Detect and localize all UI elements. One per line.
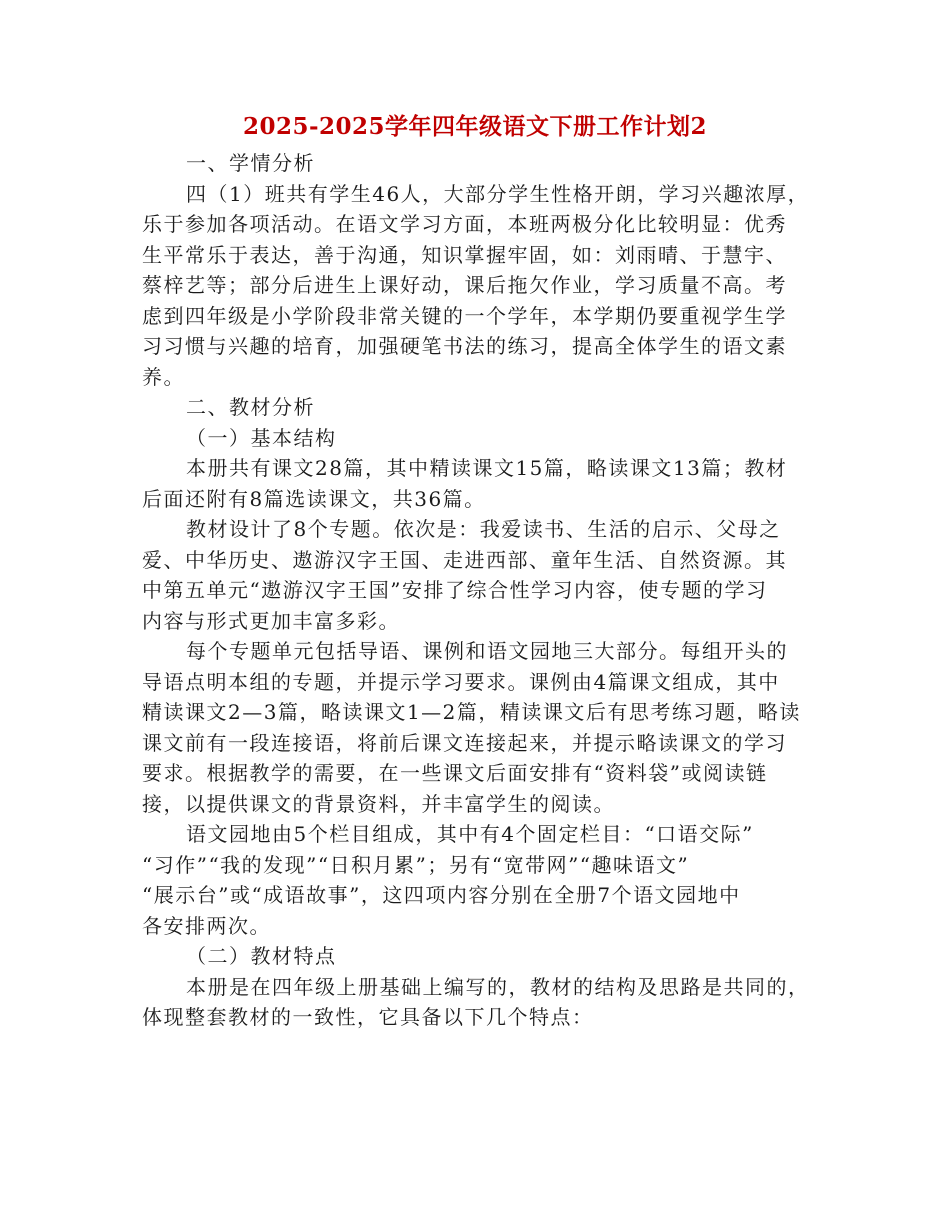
text-line: 中第五单元“遨游汉字王国”安排了综合性学习内容，使专题的学习 <box>142 578 768 602</box>
text-line: 虑到四年级是小学阶段非常关键的一个学年，本学期仍要重视学生学 <box>142 303 787 328</box>
text-line: （一）基本结构 <box>186 425 337 450</box>
text-line: 生平常乐于表达，善于沟通，知识掌握牢固，如：刘雨晴、于慧宇、 <box>142 242 787 267</box>
text-line: 接，以提供课文的背景资料，并丰富学生的阅读。 <box>142 791 615 816</box>
text-line: 二、教材分析 <box>186 395 315 419</box>
text-line: 习习惯与兴趣的培育，加强硬笔书法的练习，提高全体学生的语文素 <box>142 334 787 358</box>
text-line: 内容与形式更加丰富多彩。 <box>142 608 400 633</box>
text-line: 本册是在四年级上册基础上编写的，教材的结构及思路是共同的， <box>186 974 810 999</box>
text-line: “习作”“我的发现”“日积月累”；另有“宽带网”“趣味语文” <box>142 852 690 877</box>
text-line: 四（1）班共有学生46人，大部分学生性格开朗，学习兴趣浓厚， <box>186 181 810 206</box>
text-line: 语文园地由5个栏目组成，其中有4个固定栏目：“口语交际” <box>186 822 754 846</box>
text-line: 精读课文2—3篇，略读课文1—2篇，精读课文后有思考练习题，略读 <box>142 700 801 724</box>
text-line: 养。 <box>142 364 185 389</box>
text-line: 每个专题单元包括导语、课例和语文园地三大部分。每组开头的 <box>186 639 788 663</box>
text-line: 课文前有一段连接语，将前后课文连接起来，并提示略读课文的学习 <box>142 730 787 755</box>
text-line: 乐于参加各项活动。在语文学习方面，本班两极分化比较明显：优秀 <box>142 212 787 236</box>
text-line: 教材设计了8个专题。依次是：我爱读书、生活的启示、父母之 <box>186 517 781 541</box>
document-body <box>142 148 810 1033</box>
text-line: 爱、中华历史、遨游汉字王国、走进西部、童年生活、自然资源。其 <box>142 547 787 572</box>
text-line: 要求。根据教学的需要，在一些课文后面安排有“资料袋”或阅读链 <box>142 761 768 785</box>
text-line: 导语点明本组的专题，并提示学习要求。课例由4篇课文组成，其中 <box>142 669 780 694</box>
text-line: 一、学情分析 <box>186 151 315 175</box>
text-line: （二）教材特点 <box>186 944 337 968</box>
text-line: 体现整套教材的一致性，它具备以下几个特点： <box>142 1005 594 1029</box>
document-title: 2025-2025学年四年级语文下册工作计划2 <box>242 113 708 140</box>
text-line: 后面还附有8篇选读课文，共36篇。 <box>142 486 486 511</box>
text-line: “展示台”或“成语故事”，这四项内容分别在全册7个语文园地中 <box>142 883 741 907</box>
text-line: 蔡梓艺等；部分后进生上课好动，课后拖欠作业，学习质量不高。考 <box>142 273 787 297</box>
text-line: 各安排两次。 <box>142 913 271 938</box>
text-line: 本册共有课文28篇，其中精读课文15篇，略读课文13篇；教材 <box>186 456 788 480</box>
